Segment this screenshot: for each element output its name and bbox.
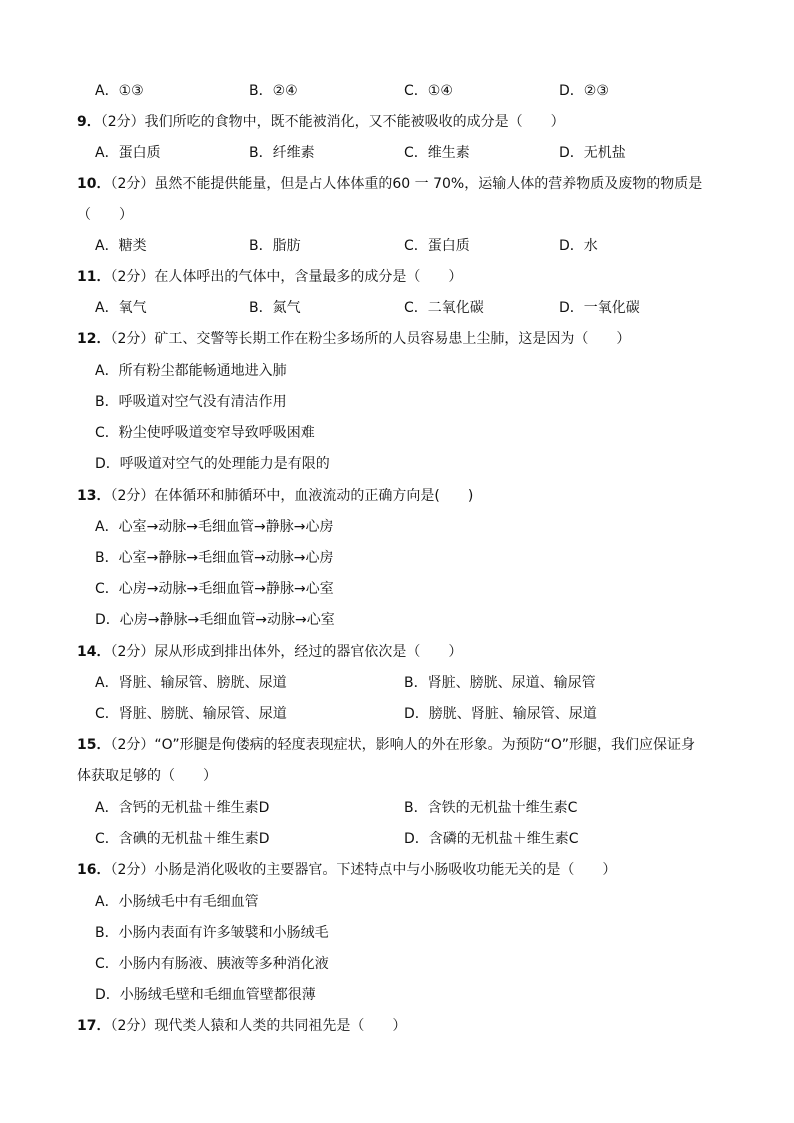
- q14-option-d[interactable]: D．膀胱、肾脏、输尿管、尿道: [404, 706, 597, 722]
- q15-option-a[interactable]: A．含钙的无机盐＋维生素D: [95, 800, 270, 816]
- q12-stem: [77, 326, 794, 352]
- q17-number: 17．: [77, 1018, 111, 1034]
- q15-text: （2分）“O”形腿是佝偻病的轻度表现症状，影响人的外在形象。为预防“O”形腿，我们应保证身: [110, 737, 695, 753]
- q16-text: （2分）小肠是消化吸收的主要器官。下述特点中与小肠吸收功能无关的是（ ）: [110, 862, 617, 878]
- q9-option-b[interactable]: B．纤维素: [249, 145, 315, 161]
- q8-option-d[interactable]: D．②③: [559, 83, 609, 99]
- q13-option-a-row: [0, 514, 794, 540]
- q13-option-b[interactable]: B．心室→静脉→毛细血管→动脉→心房: [95, 550, 334, 566]
- q16-number: 16．: [77, 862, 111, 878]
- q15-option-b[interactable]: B．含铁的无机盐十维生素C: [404, 800, 578, 816]
- q13-option-d-row: [0, 607, 794, 633]
- q12-number: 12．: [77, 331, 111, 347]
- q12-option-b[interactable]: B．呼吸道对空气没有清洁作用: [95, 394, 287, 410]
- q9-option-d[interactable]: D．无机盐: [559, 145, 626, 161]
- q13-option-c[interactable]: C．心房→动脉→毛细血管→静脉→心室: [95, 581, 334, 597]
- q9-text: （2分）我们所吃的食物中，既不能被消化，又不能被吸收的成分是（ ）: [100, 114, 565, 130]
- q14-option-b[interactable]: B．肾脏、膀胱、尿道、输尿管: [404, 675, 596, 691]
- q10-number: 10．: [77, 176, 111, 192]
- q14-option-a[interactable]: A．肾脏、输尿管、膀胱、尿道: [95, 675, 287, 691]
- q10-options-row: [0, 233, 794, 259]
- q9-number: 9．: [77, 114, 101, 130]
- q13-number: 13．: [77, 488, 111, 504]
- q12-option-c-row: [0, 420, 794, 446]
- q10-option-b[interactable]: B．脂肪: [249, 238, 301, 254]
- q9-options-row: [0, 140, 794, 166]
- q16-option-d[interactable]: D．小肠绒毛壁和毛细血管壁都很薄: [95, 987, 316, 1003]
- q16-option-a-row: [0, 889, 794, 915]
- q13-stem: [77, 483, 794, 509]
- q12-option-b-row: [0, 389, 794, 415]
- q12-text: （2分）矿工、交警等长期工作在粉尘多场所的人员容易患上尘肺，这是因为（ ）: [110, 331, 631, 347]
- q11-option-b[interactable]: B．氮气: [249, 300, 301, 316]
- q16-option-c-row: [0, 951, 794, 977]
- q11-option-c[interactable]: C．二氧化碳: [404, 300, 484, 316]
- q12-option-a[interactable]: A．所有粉尘都能畅通地进入肺: [95, 363, 287, 379]
- q8-option-b[interactable]: B．②④: [249, 83, 298, 99]
- q14-number: 14．: [77, 644, 111, 660]
- q11-text: （2分）在人体呼出的气体中，含量最多的成分是（ ）: [110, 269, 463, 285]
- q10-text-cont: （ ）: [77, 207, 133, 223]
- q16-option-c[interactable]: C．小肠内有肠液、胰液等多种消化液: [95, 956, 329, 972]
- q13-text: （2分）在体循环和肺循环中，血液流动的正确方向是( ): [110, 488, 474, 504]
- q13-option-a[interactable]: A．心室→动脉→毛细血管→静脉→心房: [95, 519, 334, 535]
- q10-option-c[interactable]: C．蛋白质: [404, 238, 470, 254]
- q11-option-a[interactable]: A．氧气: [95, 300, 147, 316]
- q13-option-c-row: [0, 576, 794, 602]
- q8-option-c[interactable]: C．①④: [404, 83, 453, 99]
- q15-stem: [77, 732, 794, 758]
- q14-options-row-1: [0, 670, 794, 696]
- q14-stem: [77, 639, 794, 665]
- q11-options-row: [0, 295, 794, 321]
- q9-option-a[interactable]: A．蛋白质: [95, 145, 161, 161]
- q15-options-row-2: [0, 826, 794, 852]
- q17-stem: [77, 1013, 794, 1039]
- q14-options-row-2: [0, 701, 794, 727]
- q16-option-b-row: [0, 920, 794, 946]
- q16-option-a[interactable]: A．小肠绒毛中有毛细血管: [95, 894, 259, 910]
- q11-number: 11．: [77, 269, 111, 285]
- q10-stem-cont: [77, 202, 794, 228]
- q15-options-row-1: [0, 795, 794, 821]
- q16-stem: [77, 857, 794, 883]
- q17-text: （2分）现代类人猿和人类的共同祖先是（ ）: [110, 1018, 407, 1034]
- q10-option-a[interactable]: A．糖类: [95, 238, 147, 254]
- q15-option-c[interactable]: C．含碘的无机盐＋维生素D: [95, 831, 270, 847]
- q8-option-a[interactable]: A．①③: [95, 83, 144, 99]
- q8-options-row: [0, 78, 794, 104]
- q15-stem-cont: [77, 763, 794, 789]
- q10-stem: [77, 171, 794, 197]
- q15-text-cont: 体获取足够的（ ）: [77, 768, 217, 784]
- q15-option-d[interactable]: D．含磷的无机盐＋维生素C: [404, 831, 579, 847]
- q9-option-c[interactable]: C．维生素: [404, 145, 470, 161]
- q9-stem: [77, 109, 794, 135]
- q10-option-d[interactable]: D．水: [559, 238, 598, 254]
- q13-option-b-row: [0, 545, 794, 571]
- q12-option-a-row: [0, 358, 794, 384]
- q12-option-d[interactable]: D．呼吸道对空气的处理能力是有限的: [95, 456, 330, 472]
- q10-text: （2分）虽然不能提供能量，但是占人体体重的60 一 70%，运输人体的营养物质及废物的物质是: [110, 176, 703, 192]
- q14-text: （2分）尿从形成到排出体外，经过的器官依次是（ ）: [110, 644, 463, 660]
- q13-option-d[interactable]: D．心房→静脉→毛细血管→动脉→心室: [95, 612, 335, 628]
- q16-option-b[interactable]: B．小肠内表面有许多皱襞和小肠绒毛: [95, 925, 329, 941]
- q16-option-d-row: [0, 982, 794, 1008]
- q14-option-c[interactable]: C．肾脏、膀胱、输尿管、尿道: [95, 706, 287, 722]
- q11-option-d[interactable]: D．一氧化碳: [559, 300, 640, 316]
- q12-option-d-row: [0, 451, 794, 477]
- q11-stem: [77, 264, 794, 290]
- q15-number: 15．: [77, 737, 111, 753]
- q12-option-c[interactable]: C．粉尘使呼吸道变窄导致呼吸困难: [95, 425, 315, 441]
